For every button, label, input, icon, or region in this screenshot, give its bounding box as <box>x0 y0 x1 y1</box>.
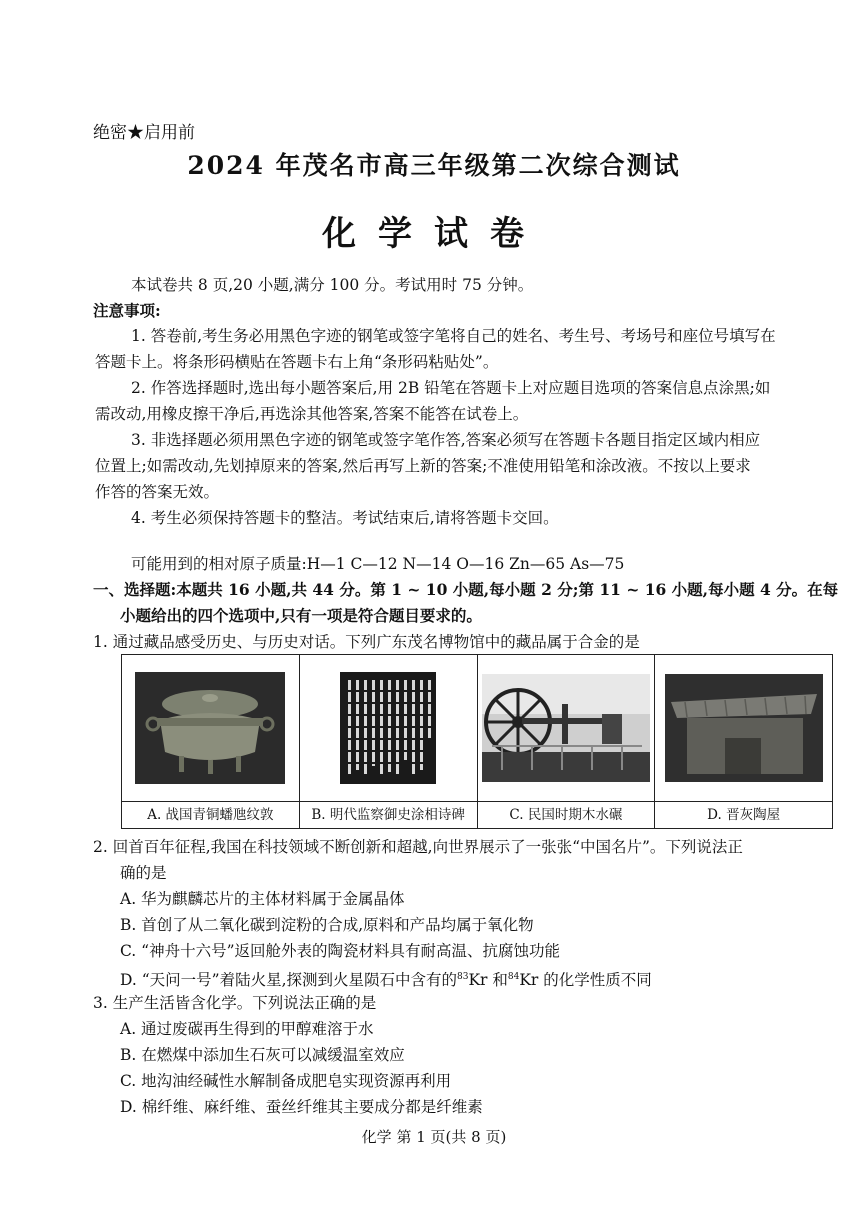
page-footer: 化学 第 1 页(共 8 页) <box>361 1128 507 1146</box>
option-d-text-2: Kr 和 <box>468 971 508 990</box>
exam-title: 2024 年茂名市高三年级第二次综合测试 <box>187 151 681 180</box>
note-4: 4. 考生必须保持答题卡的整洁。考试结束后,请将答题卡交回。 <box>131 509 559 527</box>
stone-stele-icon <box>340 672 436 784</box>
option-c-caption: C. 民国时期木水碾 <box>478 801 655 828</box>
note-3-line-3: 作答的答案无效。 <box>95 483 220 501</box>
question-1-stem: 1. 通过藏品感受历史、与历史对话。下列广东茂名博物馆中的藏品属于合金的是 <box>93 633 640 651</box>
question-2-stem-cont: 确的是 <box>120 864 167 882</box>
isotope-mass-83: 83 <box>457 972 469 982</box>
subject-title: 化学试卷 <box>322 214 546 254</box>
question-3-option-c: C. 地沟油经碱性水解制备成肥皂实现资源再利用 <box>120 1072 452 1090</box>
water-mill-icon <box>482 674 650 782</box>
isotope-mass-84: 84 <box>507 972 520 982</box>
exam-intro: 本试卷共 8 页,20 小题,满分 100 分。考试用时 75 分钟。 <box>131 276 534 294</box>
note-3-line-2: 位置上;如需改动,先划掉原来的答案,然后再写上新的答案;不准使用铅笔和涂改液。不按以上要求 <box>95 457 751 475</box>
notes-heading: 注意事项: <box>93 301 161 320</box>
question-2-option-c: C. “神舟十六号”返回舱外表的陶瓷材料具有耐高温、抗腐蚀功能 <box>120 942 561 960</box>
option-c-cell <box>478 655 656 828</box>
note-3-line-1: 3. 非选择题必须用黑色字迹的钢笔或签字笔作答,答案必须写在答题卡各题目指定区域内相应 <box>131 431 761 449</box>
option-b-caption: B. 明代监察御史涂相诗碑 <box>300 801 477 828</box>
note-1-line-2: 答题卡上。将条形码横贴在答题卡右上角“条形码粘贴处”。 <box>95 353 499 371</box>
section-1-heading-cont: 小题给出的四个选项中,只有一项是符合题目要求的。 <box>120 606 482 625</box>
section-1-heading: 一、选择题:本题共 16 小题,共 44 分。第 1 ~ 10 小题,每小题 2 分;第 11 ~ 16 小题,每小题 4 分。在每 <box>93 580 839 599</box>
option-b-cell <box>300 655 478 828</box>
note-2-line-2: 需改动,用橡皮擦干净后,再选涂其他答案,答案不能答在试卷上。 <box>95 405 529 423</box>
option-a-cell <box>122 655 300 828</box>
question-2-option-b: B. 首创了从二氧化碳到淀粉的合成,原料和产品均属于氧化物 <box>120 916 534 934</box>
bronze-vessel-icon <box>135 672 285 784</box>
option-d-cell <box>655 655 832 828</box>
question-3-option-a: A. 通过废碳再生得到的甲醇难溶于水 <box>120 1020 374 1038</box>
note-2-line-1: 2. 作答选择题时,选出每小题答案后,用 2B 铅笔在答题卡上对应题目选项的答案信息点涂黑;如 <box>131 379 771 397</box>
note-1-line-1: 1. 答卷前,考生务必用黑色字迹的钢笔或签字笔将自己的姓名、考生号、考场号和座位号填写在 <box>131 327 776 345</box>
option-d-text-3: Kr 的化学性质不同 <box>519 971 652 990</box>
question-3-stem: 3. 生产生活皆含化学。下列说法正确的是 <box>93 994 377 1012</box>
question-2-stem: 2. 回首百年征程,我国在科技领域不断创新和超越,向世界展示了一张张“中国名片”。下列说法正 <box>93 838 743 856</box>
option-d-text-1: D. “天问一号”着陆火星,探测到火星陨石中含有的 <box>120 971 458 990</box>
confidential-mark: 绝密★启用前 <box>93 123 195 143</box>
pottery-house-icon <box>665 674 823 782</box>
question-2-option-a: A. 华为麒麟芯片的主体材料属于金属晶体 <box>120 890 405 908</box>
atomic-masses: 可能用到的相对原子质量:H—1 C—12 N—14 O—16 Zn—65 As—75 <box>131 555 625 573</box>
question-3-option-b: B. 在燃煤中添加生石灰可以减缓温室效应 <box>120 1046 405 1064</box>
option-d-caption: D. 晋灰陶屋 <box>655 801 832 828</box>
question-3-option-d: D. 棉纤维、麻纤维、蚕丝纤维其主要成分都是纤维素 <box>120 1098 483 1116</box>
question-1-image-table <box>121 654 833 829</box>
option-a-caption: A. 战国青铜蟠虺纹敦 <box>122 801 299 828</box>
question-2-option-d <box>120 964 652 993</box>
